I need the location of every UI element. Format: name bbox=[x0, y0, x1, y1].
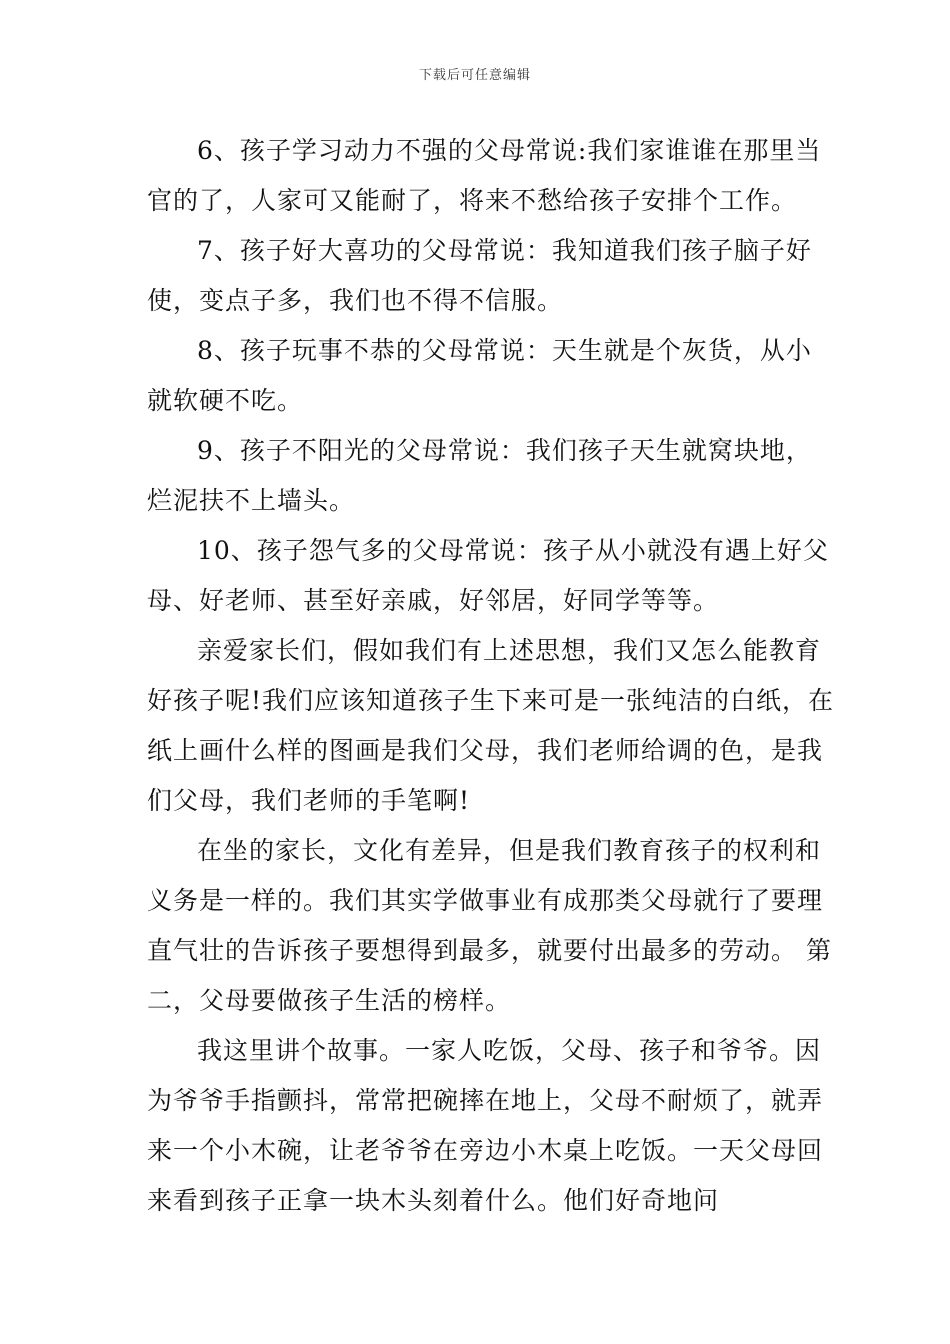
page-header: 下载后可任意编辑 bbox=[418, 68, 531, 83]
paragraph-parents-address: 亲爱家长们，假如我们有上述思想，我们又怎么能教育好孩子呢!我们应该知道孩子生下来可是一张纯洁的白纸，在纸上画什么样的图画是我们父母，我们老师给调的色，是我们父母，我们老师的手笔啊! bbox=[147, 636, 835, 815]
paragraph-story: 我这里讲个故事。一家人吃饭，父母、孩子和爷爷。因为爷爷手指颤抖，常常把碗摔在地上，父母不耐烦了，就弄来一个小木碗，让老爷爷在旁边小木桌上吃饭。一天父母回来看到孩子正拿一块木头刻着什么。他们好奇地问 bbox=[147, 1036, 824, 1215]
paragraph-item-10: 10、孩子怨气多的父母常说：孩子从小就没有遇上好父母、好老师、甚至好亲戚，好邻居，好同学等等。 bbox=[147, 536, 829, 615]
paragraph-item-6: 6、孩子学习动力不强的父母常说:我们家谁谁在那里当官的了，人家可又能耐了，将来不愁给孩子安排个工作。 bbox=[147, 136, 822, 215]
paragraph-item-9: 9、孩子不阳光的父母常说：我们孩子天生就窝块地，烂泥扶不上墙头。 bbox=[147, 436, 812, 515]
paragraph-item-8: 8、孩子玩事不恭的父母常说：天生就是个灰货，从小就软硬不吃。 bbox=[147, 336, 812, 415]
paragraph-item-7: 7、孩子好大喜功的父母常说：我知道我们孩子脑子好使，变点子多，我们也不得不信服。 bbox=[147, 236, 812, 315]
document-body bbox=[147, 126, 837, 1226]
paragraph-equal-duty: 在坐的家长，文化有差异，但是我们教育孩子的权利和义务是一样的。我们其实学做事业有成那类父母就行了要理直气壮的告诉孩子要想得到最多，就要付出最多的劳动。 第二，父母要做孩子生活的榜样。 bbox=[147, 836, 832, 1015]
